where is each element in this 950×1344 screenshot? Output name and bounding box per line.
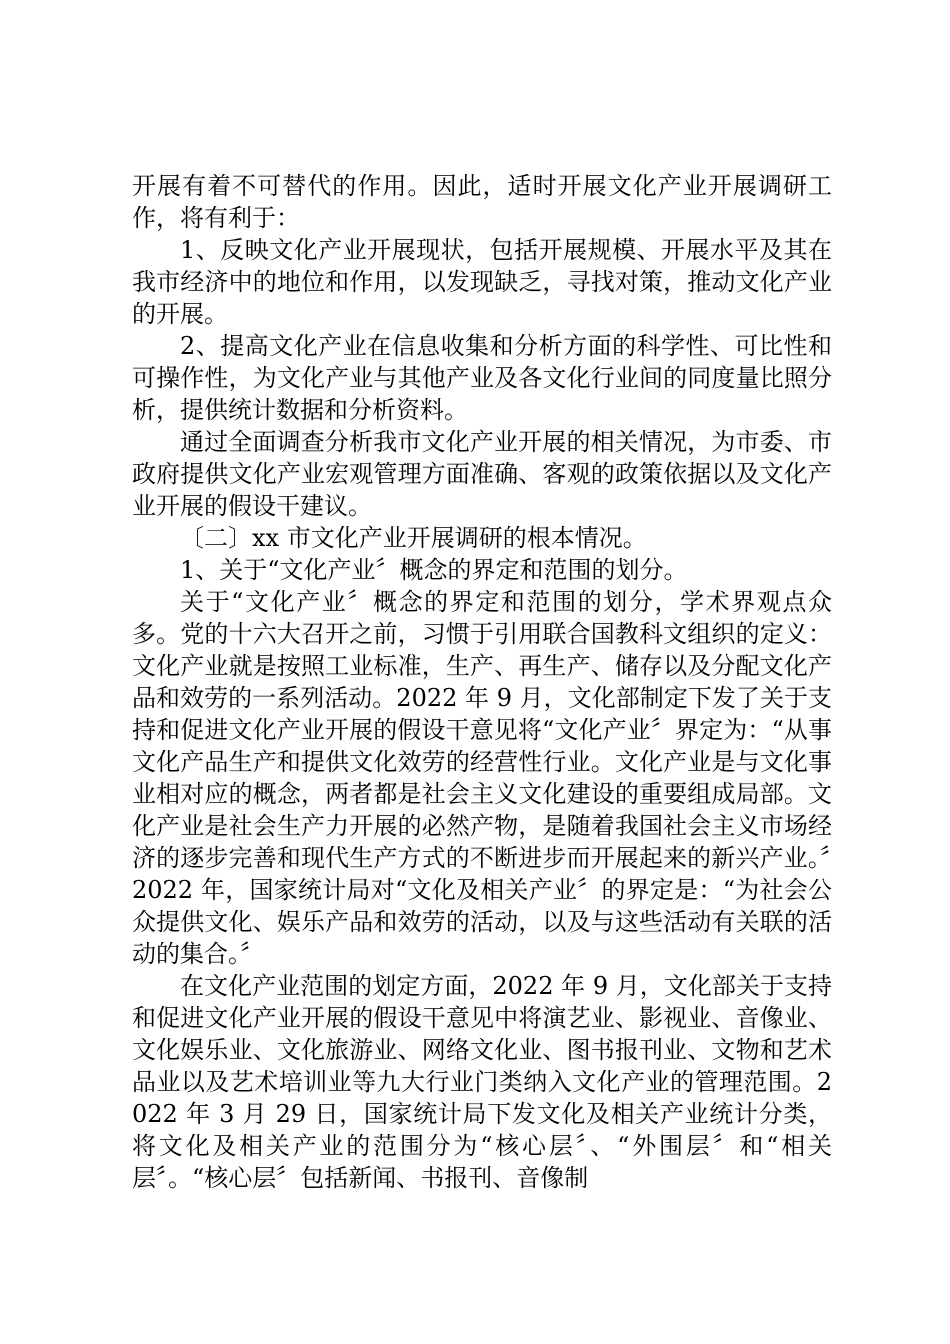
subsection-heading: 1、关于“文化产业〞概念的界定和范围的划分。 [180,556,688,584]
paragraph-item-2: 2、提高文化产业在信息收集和分析方面的科学性、可比性和可操作性，为文化产业与其他产业及各文化行业间的同度量比照分析，提供统计数据和分析资料。 [132,332,832,424]
document-body [132,170,832,1194]
paragraph-continuation: 开展有着不可替代的作用。因此，适时开展文化产业开展调研工作，将有利于： [132,172,832,232]
paragraph-item-1: 1、反映文化产业开展现状，包括开展规模、开展水平及其在我市经济中的地位和作用，以发现缺乏，寻找对策，推动文化产业的开展。 [132,236,832,328]
paragraph-scope: 在文化产业范围的划定方面，2022 年 9 月，文化部关于支持和促进文化产业开展的假设干意见中将演艺业、影视业、音像业、文化娱乐业、文化旅游业、网络文化业、图书报刊业、文物和艺术品业以及艺术培训业等九大行业门类纳入文化产业的管理范围。2022 年 3 月 29 日，国家统计局下发文化及相关产业统计分类，将文化及相关产业的范围分为“核心层〞、“外围层〞和“相关层〞。“核心层〞包括新闻、书报刊、音像制 [132,972,832,1192]
paragraph-summary: 通过全面调查分析我市文化产业开展的相关情况，为市委、市政府提供文化产业宏观管理方面准确、客观的政策依据以及文化产业开展的假设干建议。 [132,428,832,520]
paragraph-definition: 关于“文化产业〞概念的界定和范围的划分，学术界观点众多。党的十六大召开之前，习惯于引用联合国教科文组织的定义：文化产业就是按照工业标准，生产、再生产、储存以及分配文化产品和效劳的一系列活动。2022 年 9 月，文化部制定下发了关于支持和促进文化产业开展的假设干意见将“文化产业〞界定为：“从事文化产品生产和提供文化效劳的经营性行业。文化产业是与文化事业相对应的概念，两者都是社会主义文化建设的重要组成局部。文化产业是社会生产力开展的必然产物，是随着我国社会主义市场经济的逐步完善和现代生产方式的不断进步而开展起来的新兴产业。〞2022 年，国家统计局对“文化及相关产业〞的界定是：“为社会公众提供文化、娱乐产品和效劳的活动，以及与这些活动有关联的活动的集合。〞 [132,588,832,968]
section-heading: 〔二〕xx 市文化产业开展调研的根本情况。 [180,524,647,552]
